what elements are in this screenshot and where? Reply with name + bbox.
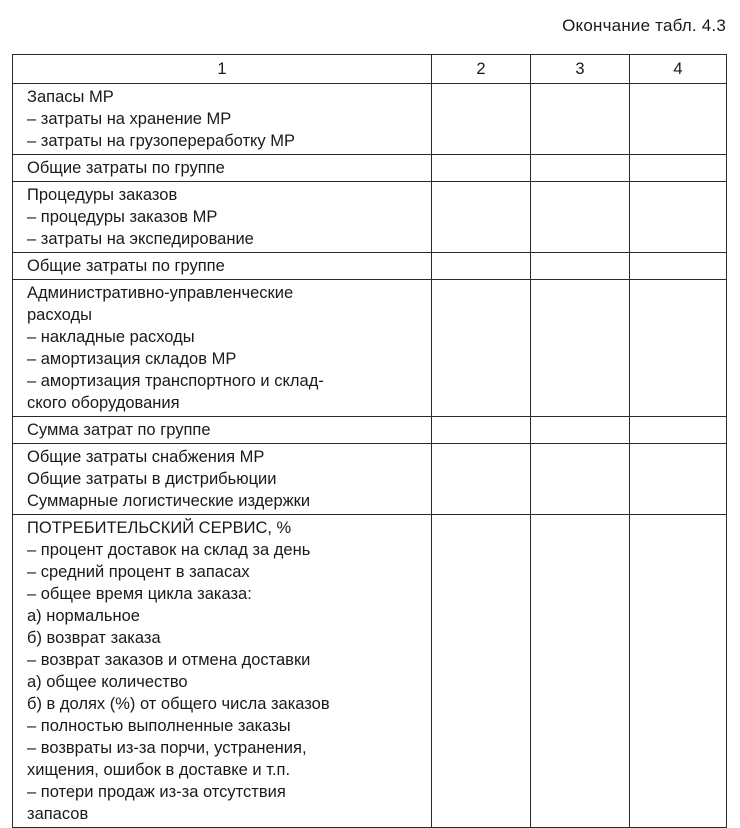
row-label-cell <box>13 155 432 182</box>
row-label-line: Общие затраты по группе <box>27 159 225 177</box>
column-header-1: 1 <box>13 55 432 84</box>
table-row <box>13 515 727 828</box>
row-label-line: а) нормальное <box>27 607 140 625</box>
value-cell-col-3 <box>531 182 630 253</box>
value-cell-col-3 <box>531 417 630 444</box>
row-label-line: Общие затраты в дистрибьюции <box>27 470 277 488</box>
value-cell-col-4 <box>630 84 727 155</box>
header-row <box>13 55 727 84</box>
row-label-line: – накладные расходы <box>27 328 195 346</box>
table-row <box>13 155 727 182</box>
row-label-line: Общие затраты снабжения МР <box>27 448 265 466</box>
cost-table <box>12 54 727 828</box>
row-label-cell <box>13 182 432 253</box>
row-label-line: Общие затраты по группе <box>27 257 225 275</box>
table-caption: Окончание табл. 4.3 <box>562 16 726 35</box>
value-cell-col-4 <box>630 444 727 515</box>
row-label-line: б) в долях (%) от общего числа заказов <box>27 695 330 713</box>
row-label-line: Запасы МР <box>27 88 114 106</box>
row-label-line: хищения, ошибок в доставке и т.п. <box>27 761 291 779</box>
table-row <box>13 182 727 253</box>
row-label-line: – процент доставок на склад за день <box>27 541 311 559</box>
row-label-line: – возврат заказов и отмена доставки <box>27 651 311 669</box>
value-cell-col-3 <box>531 155 630 182</box>
row-label-line: – общее время цикла заказа: <box>27 585 252 603</box>
row-label-line: – процедуры заказов МР <box>27 208 218 226</box>
value-cell-col-2 <box>432 253 531 280</box>
value-cell-col-4 <box>630 253 727 280</box>
row-label-line: – средний процент в запасах <box>27 563 250 581</box>
row-label-cell <box>13 417 432 444</box>
value-cell-col-4 <box>630 515 727 828</box>
value-cell-col-3 <box>531 515 630 828</box>
value-cell-col-3 <box>531 444 630 515</box>
row-label-line: Суммарные логистические издержки <box>27 492 311 510</box>
row-label-cell <box>13 515 432 828</box>
row-label-cell <box>13 84 432 155</box>
value-cell-col-4 <box>630 417 727 444</box>
table-row <box>13 417 727 444</box>
row-label-line: – потери продаж из-за отсутствия <box>27 783 286 801</box>
column-header-4: 4 <box>630 55 727 84</box>
value-cell-col-4 <box>630 155 727 182</box>
row-label-line: – возвраты из-за порчи, устранения, <box>27 739 307 757</box>
value-cell-col-2 <box>432 515 531 828</box>
value-cell-col-4 <box>630 182 727 253</box>
column-header-3: 3 <box>531 55 630 84</box>
row-label-line: расходы <box>27 306 92 324</box>
table-row <box>13 84 727 155</box>
table-body <box>13 84 727 828</box>
row-label-line: Процедуры заказов <box>27 186 178 204</box>
value-cell-col-3 <box>531 84 630 155</box>
row-label-line: ПОТРЕБИТЕЛЬСКИЙ СЕРВИС, % <box>27 519 292 537</box>
value-cell-col-4 <box>630 280 727 417</box>
value-cell-col-2 <box>432 417 531 444</box>
row-label-cell <box>13 253 432 280</box>
row-label-line: а) общее количество <box>27 673 188 691</box>
row-label-line: б) возврат заказа <box>27 629 161 647</box>
table-row <box>13 444 727 515</box>
row-label-line: – затраты на грузопереработку МР <box>27 132 296 150</box>
row-label-line: – затраты на хранение МР <box>27 110 232 128</box>
row-label-line: Административно-управленческие <box>27 284 294 302</box>
row-label-line: – полностью выполненные заказы <box>27 717 291 735</box>
table-row <box>13 280 727 417</box>
row-label-line: – затраты на экспедирование <box>27 230 254 248</box>
row-label-line: ского оборудования <box>27 394 180 412</box>
value-cell-col-3 <box>531 280 630 417</box>
value-cell-col-2 <box>432 155 531 182</box>
column-header-2: 2 <box>432 55 531 84</box>
value-cell-col-2 <box>432 280 531 417</box>
row-label-line: Сумма затрат по группе <box>27 421 211 439</box>
value-cell-col-2 <box>432 444 531 515</box>
row-label-line: – амортизация складов МР <box>27 350 237 368</box>
value-cell-col-3 <box>531 253 630 280</box>
row-label-cell <box>13 280 432 417</box>
table-row <box>13 253 727 280</box>
value-cell-col-2 <box>432 182 531 253</box>
row-label-line: запасов <box>27 805 89 823</box>
row-label-cell <box>13 444 432 515</box>
row-label-line: – амортизация транспортного и склад- <box>27 372 324 390</box>
value-cell-col-2 <box>432 84 531 155</box>
